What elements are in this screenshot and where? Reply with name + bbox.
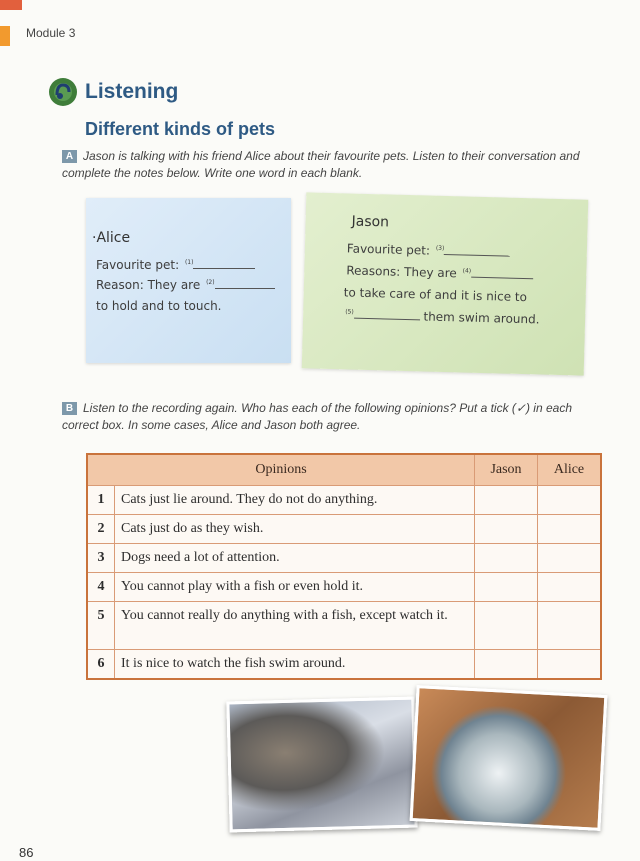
row-number: 6 — [87, 650, 115, 680]
part-b-badge: B — [62, 402, 77, 415]
header-alice: Alice — [538, 454, 602, 486]
opinion-text: It is nice to watch the fish swim around. — [115, 650, 475, 680]
table-row — [87, 486, 601, 515]
jason-notes-card — [302, 192, 589, 375]
jason-tick-box[interactable] — [475, 650, 538, 680]
table-row — [87, 573, 601, 602]
alice-pet-line: Favourite pet: $^{(1)}$ — [96, 258, 255, 272]
alice-tick-box[interactable] — [538, 486, 602, 515]
jason-tick-box[interactable] — [475, 515, 538, 544]
opinions-table — [86, 453, 602, 680]
jason-reason-line: Reasons: They are $^{(4)}$ — [346, 263, 533, 282]
opinion-text: Dogs need a lot of attention. — [115, 544, 475, 573]
instruction-b-text: Listen to the recording again. Who has each of the following opinions? Put a tick (✓) in each correct box. In some cases, Alice and Jason both agree. — [62, 401, 573, 432]
listening-icon — [48, 77, 78, 107]
alice-tick-box[interactable] — [538, 544, 602, 573]
section-subtitle: Different kinds of pets — [85, 119, 276, 139]
answer-blank-4[interactable] — [471, 267, 533, 280]
header-jason: Jason — [475, 454, 538, 486]
table-header-row — [87, 454, 601, 486]
opinion-text: You cannot play with a fish or even hold it. — [115, 573, 475, 602]
alice-tick-box[interactable] — [538, 602, 602, 650]
cat-photo — [226, 697, 417, 833]
jason-tick-box[interactable] — [475, 486, 538, 515]
opinion-text: You cannot really do anything with a fish, except watch it. — [115, 602, 475, 650]
row-number: 3 — [87, 544, 115, 573]
alice-note-title: ·Alice — [92, 230, 131, 246]
table-row — [87, 544, 601, 573]
instruction-a — [62, 148, 582, 182]
answer-blank-5[interactable] — [354, 308, 420, 321]
header-opinions: Opinions — [87, 454, 475, 486]
jason-tick-box[interactable] — [475, 573, 538, 602]
instruction-b — [62, 400, 582, 434]
section-title: Listening — [85, 80, 179, 103]
opinion-text: Cats just lie around. They do not do anything. — [115, 486, 475, 515]
opinion-text: Cats just do as they wish. — [115, 515, 475, 544]
answer-blank-1[interactable] — [193, 258, 255, 269]
alice-tick-box[interactable] — [538, 515, 602, 544]
jason-tick-box[interactable] — [475, 602, 538, 650]
alice-tick-box[interactable] — [538, 573, 602, 602]
row-number: 1 — [87, 486, 115, 515]
row-number: 2 — [87, 515, 115, 544]
module-label: Module 3 — [26, 26, 76, 40]
jason-reason-end-line: $^{(5)}$ them swim around. — [345, 308, 540, 327]
jason-note-title: Jason — [351, 213, 390, 231]
alice-tick-box[interactable] — [538, 650, 602, 680]
alice-reason-line: Reason: They are $^{(2)}$ — [96, 278, 275, 292]
corner-decoration — [0, 0, 22, 10]
part-a-badge: A — [62, 150, 77, 163]
answer-blank-2[interactable] — [215, 278, 275, 289]
table-row — [87, 602, 601, 650]
jason-tick-box[interactable] — [475, 544, 538, 573]
row-number: 5 — [87, 602, 115, 650]
table-row — [87, 515, 601, 544]
alice-reason-end: to hold and to touch. — [96, 299, 222, 313]
module-tab-strip — [0, 26, 10, 46]
jason-reason-mid: to take care of and it is nice to — [343, 285, 528, 305]
answer-blank-3[interactable] — [444, 244, 510, 257]
alice-notes-card — [86, 198, 291, 363]
row-number: 4 — [87, 573, 115, 602]
page-number: 86 — [19, 845, 34, 860]
instruction-a-text: Jason is talking with his friend Alice about their favourite pets. Listen to their conversation and complete the notes below. Write one word in each blank. — [62, 149, 580, 180]
table-row — [87, 650, 601, 680]
fishbowl-photo — [410, 685, 608, 831]
jason-pet-line: Favourite pet: $^{(3)}$ — [347, 241, 511, 259]
